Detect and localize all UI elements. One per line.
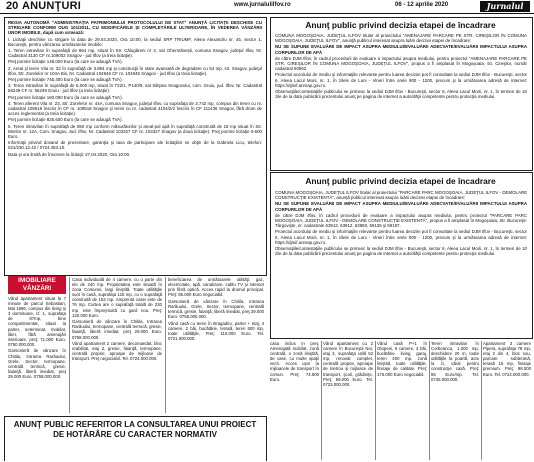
notice-2-body	[275, 190, 527, 335]
page-number: 20	[6, 0, 19, 12]
ads-col-3	[168, 277, 264, 413]
notice-paragraph: Observaţiile/contestaţiile publicului se primesc la sediul DJM Ilfov - Bucureşti, sector 6, Aleea Lacul Morii, nr. 1, în termen de 10 zile de la data publicării prezentului anunţ pe pagina de internet a autorităţii competente pentru protecţia mediului.	[275, 246, 527, 257]
licitatie-paragraph: I. Licitaţii deschise cu strigare la data de 29.04.2020, Ora 10:00, la sediul SRP TRIUMF, Aleea Alexandru nr. 45, sector 1, Bucureşti, pentru vânzarea următoarelor imobile:	[8, 36, 262, 47]
ad-text: Vând casă P+1 în Otopeni, 5 camere, 3 băi, bucătărie, living, garaj, teren 400 mp, zonă liniştită, toate utilităţile, finisaje de calitate. Preţ: 175.000 Euro negociabil.	[377, 341, 427, 377]
notice-paragraph: de către DJM Ilfov, în cadrul procedurii de evaluare a impactului asupra mediului, pentru proiectul "AMENAJARE PARCARE PE STR. CIREŞILOR ÎN COMUNA MOGOŞOAIA, JUDEŢUL ILFOV", propus a fi amplasat în Mogoşoaia, str. Cireşilor, număr cadastral 60962.	[275, 55, 527, 72]
column-divider	[69, 277, 70, 413]
notice-paragraph: Proiectul acordului de mediu şi informaţiile relevante pentru luarea deciziei pot fi consultate la sediul DJM Ilfov - Bucureşti, sector 6, Aleea Lacul Morii, nr. 1, în zilele de Luni - Vineri între orele 900 - 1200, precum şi la următoarea adresă de internet: https://djmif.anmap.gov.ro.	[275, 229, 527, 245]
ads-bottom-col-4	[431, 341, 479, 460]
section-title: ANUNŢURI	[22, 0, 82, 12]
notice-1-title: Anunţ public privind decizia etapei de încadrare	[305, 20, 496, 30]
ad-text: casa inclus in preţ. Amenajată mobilat, zonă centrală, o zonă liniştită, de case, cu multe spaţii verzi. Acces uşor la mijloacele de transport în comun. Preţ: 74.900 Euro.	[270, 341, 319, 382]
notice-paragraph: COMUNA MOGOŞOAIA, JUDEŢUL ILFOV titular al proiectului "PARCARE PARC MOGOŞOAIA, JUDEŢUL ILFOV - DEMOLARE CONSTRUCŢIE EXISTENTĂ", anunţă publicul interesat asupra luării deciziei etapei de încadrare:	[275, 190, 527, 201]
ads-bottom-col-5	[483, 341, 531, 460]
logo-text: Jurnalul	[486, 1, 524, 11]
ad-text: Teren intravilan în Corbeanca, 1.000 mp, deschidere 20 m, toate utilităţile la poartă, acte la zi, ideal pentru construcţie casă. Preţ: 55 Euro/mp. Tel. 0745.000.000.	[431, 341, 479, 382]
ads-bottom-col-1	[270, 341, 319, 460]
issue-date: 06 - 12 aprilie 2020	[395, 2, 449, 8]
licitatie-paragraph: 5. Teren intravilan în suprafaţă de 850 mp conform măsurătorilor şi areal-pul apă în suprafaţă construită de 18 mp situat în Str. Merilor nr. 12A, Com. Snagov, Jud. Ilfov, Nr. Cadastral 103327 CF nr. 103327 Snagov (a doua licitaţie). Preţ pornire licitaţie 9.600 Euro.	[8, 123, 262, 140]
ads-col-2	[72, 277, 162, 413]
column-divider	[429, 341, 430, 460]
normative-notice-title: ANUNŢ PUBLIC REFERITOR LA CONSULTAREA UNUI PROIECT DE HOTĂRÂRE CU CARACTER NORMATIV	[13, 420, 257, 439]
ad-text: Garsonieră de vânzare în Chitila, Intrarea Rarăuului, termopane, centrală termică, gresie, faianţă, liberă imediat, preţ 29.000 Euro. 0758.000.000.	[72, 319, 162, 340]
notice-2-title: Anunţ public privind decizia etapei de încadrare	[305, 176, 496, 186]
licitatie-paragraph: Data şi ora limită de înscriere la licitaţii: 27.04.2020, Ora 10:00.	[8, 151, 131, 157]
column-divider	[321, 341, 322, 460]
notice-1-body	[275, 33, 527, 167]
notice-paragraph: NU SE SUPUNE EVALUĂRII DE IMPACT ASUPRA MEDIULUI/EVALUĂRII ADECVATE/EVALUĂRII IMPACTULUI ASUPRA CORPURILOR DE APĂ	[275, 44, 527, 55]
column-divider	[375, 341, 376, 460]
imobiliare-band: IMOBILIARE VÂNZĂRI	[8, 276, 66, 294]
ad-text: Casa individuală de 4 camere, cu o parte din ele de 240 mp. Proprietatea este situată în zona Comunei, largi liniştită. Toate utilităţile sunt în casă, suprafaţa 118 mp, cu o suprafaţă construită de 153 mp. Amprenta casei este de 76 mp. Curtea are o suprafaţă totală de 230 mp, este împrejmuită cu gard nou. Preţ: 120.000 Euro.	[72, 277, 162, 318]
notice-paragraph: Observaţiile/contestaţiile publicului se primesc la sediul DJM Ilfov - Bucureşti, sector 6, Aleea Lacul Morii, nr. 1, în termen de 10 zile de la data publicării prezentului anunţ pe pagina de internet a autorităţii competente pentru protecţia mediului.	[275, 89, 527, 100]
licitatie-paragraph: Preţ pornire licitaţie 825.600 Euro (la care se adaugă TVA).	[8, 117, 123, 123]
licitatie-paragraph: 1. Teren intravilan în suprafaţă de 864 mp, situat în Str. Călugăreni nr 2, sat Ghermăneşti, comuna Snagov, judeţul Ilfov, Nr. Cadastral 3130 CF nr.109002 Snagov - jud Ilfov (a treia licitaţie).	[8, 48, 262, 59]
ad-text: Vând apartament situat la 7 minute de parcul Sebastian, Mai 1996, compus din living şi 3 dormitoare, cf. 1, suprafaţa de 87mp, bine compartimentat, situat la parter, neterminat, mobilat, liber, fără amenajări interioare, preţ: 71.000 Euro. 0750.000.000.	[8, 296, 66, 347]
licitatie-paragraph: Preţ pornire licitaţie 160.000 Euro (la care se adaugă TVA).	[8, 94, 123, 100]
licitatie-paragraph: 2. Areal şi teren Vila nr. 32 în suprafaţă de 3.894 mp şi construcţii în stare avansată de degradare cu 54 mp. str. Snagov, judeţul Ilfov, Str. Zorelelor nr 104A Bis, Nr. Cadastral 104946 CF nr. 104946 Snagov - jud Ilfov (a treia licitaţie).	[8, 65, 262, 76]
ad-text: Vând apartament 2 camere, decomandat, bloc reabilitat, etaj 2, gresie, faianţă, termopane, centrală proprie, aproape de mijloace de transport. Preţ negociabil. Tel. 0724.000.000.	[72, 341, 162, 362]
ad-text: beneficiarea de următoarele utilităţi: gaz, electricitate, apă, canalizare, cablu TV şi internet prin fibră optică. Acces rapid la drumul principal. Preţ: 85.000 Euro negociabil.	[168, 277, 264, 298]
ad-text: Vând apartament cu 2 camere în Bucureştii Noi, etaj 3, suprafaţa utilă 52 mp, renovat complet, centrală proprie, aproape de metrou şi mijloace de transport, şcoli, grădiniţe. Preţ: 59.000 Euro. Tel. 0723.000.000.	[323, 341, 373, 387]
imobiliare-col-1	[8, 296, 66, 411]
notice-paragraph: COMUNA MOGOŞOAIA, JUDEŢUL ILFOV titular al proiectului "AMENAJARE PARCARE PE STR. CIREŞILOR ÎN COMUNA MOGOŞOAIA, JUDEŢUL ILFOV", anunţă publicul interesat asupra luării deciziei etapei de încadrare:	[275, 33, 527, 44]
page-header	[0, 0, 534, 14]
ad-text: Garsonieră de vânzare în Chitila, Intrarea Rarăuului, Grele, Sector, termopane, centrală termică, gresie, faianţă, liberă imediat, preţ 29.000 Euro. 0758.000.000.	[8, 348, 66, 379]
licitatie-paragraph: Informaţii privind dosarul de prezentare, garanţia şi taxa de participare ale licitaţiilor se obţin de la Gabriela Licu, telefon: 021/230.12.42 / 0724.483.10.	[8, 140, 262, 151]
notice-paragraph: de către DJM Ilfov, în cadrul procedurii de evaluare a impactului asupra mediului, pentru proiectul "PARCARE PARC MOGOŞOAIA, JUDEŢUL ILFOV - DEMOLARE CONSTRUCŢIE EXISTENTĂ", propus a fi amplasat în Mogoşoaia, Str. Bucureşti-Târgovişte, nr. cadastrale 63913, 63912, 63950, 59135 şi 59187.	[275, 212, 527, 229]
website-url: www.jurnalulilfov.ro	[234, 2, 291, 8]
notice-paragraph: Proiectul acordului de mediu şi informaţiile relevante pentru luarea deciziei pot fi consultate la sediul DJM Ilfov - Bucureşti, sector 6, Aleea Lacul Morii, nr. 1, în zilele de Luni - Vineri între orele 900 - 1200, precum şi la următoarea adresă de internet: https://djmif.anmap.gov.ro.	[275, 72, 527, 88]
ads-bottom-col-3	[377, 341, 427, 460]
ad-text: Garsonieră de vânzare în Chitila, Intrarea Rarăuului, Grele, Sector, termopane, centrală termică, gresie, faianţă, liberă imediat, preţ 29.000 Euro. 0758.000.000.	[168, 298, 264, 320]
ad-text: Apartament 3 camere Pipera, suprafaţa 78 mp, etaj 2 din 4, bloc nou, parcare subterană, terasă 15 mp, finisaje premium. Preţ: 98.000 Euro. Tel. 0722.000.000.	[483, 341, 531, 377]
licitatie-paragraph: Preţ pornire licitaţie 745.400 Euro (la care se adaugă TVA).	[8, 77, 123, 83]
licitatie-paragraph: 4. Teren aferent Vila nr. 23, Str. Zorelelor nr. 44A, comuna Snagov, judeţul Ilfov, cu suprafaţa de 3.742 mp, compus din teren cu nr. cadastral 109518 înscris în CF nr. 109518 Snagov şi teren cu nr. cadastral 4104/2/2 înscris în CF 111436 Snagov, fără drum de acces reglementat (a treia licitaţie).	[8, 100, 262, 117]
licitatie-notice	[8, 20, 262, 272]
licitatie-title: REGIA AUTONOMĂ "ADMINISTRAŢIA PATRIMONIULUI PROTOCOLULUI DE STAT" ANUNŢĂ LICITAŢII DESCHISE CU STRIGARE CONFORM OUG 101/2011, CU MODIFICĂRILE ŞI COMPLETĂRILE ULTERIOARE, ÎN VEDEREA VÂNZĂRII UNOR IMOBILE, după cum urmează:	[8, 20, 262, 36]
ads-bottom-col-2	[323, 341, 373, 460]
licitatie-paragraph: Preţ pornire licitaţie 148.000 Euro (la care se adaugă TVA).	[8, 59, 123, 65]
notice-paragraph: NU SE SUPUNE EVALUĂRII DE IMPACT ASUPRA MEDIULUI/EVALUĂRII ADECVATE/EVALUĂRII IMPACTULUI ASUPRA CORPURILOR DE APĂ	[275, 201, 527, 212]
licitatie-paragraph: 3. Teren intravilan în suprafaţă de 5.000 mp, situat în T22/1, P140/9, sat Siliştea Snagovului, com. Gruiu, jud. Ilfov, Nr. Cadastral 56249 CF nr. 56249 Gruiu - jud Ilfov (a treia licitaţie).	[8, 83, 262, 94]
ad-text: Vând casă cu teren în Bragadiru, parter + etaj, 4 camere, 2 băi, bucătărie, terasă, teren 500 mp, toate utilităţile. Preţ: 110.000 Euro. Tel. 0721.000.000.	[168, 320, 264, 342]
column-divider	[165, 277, 166, 413]
newspaper-logo	[480, 1, 530, 12]
column-divider	[481, 341, 482, 460]
